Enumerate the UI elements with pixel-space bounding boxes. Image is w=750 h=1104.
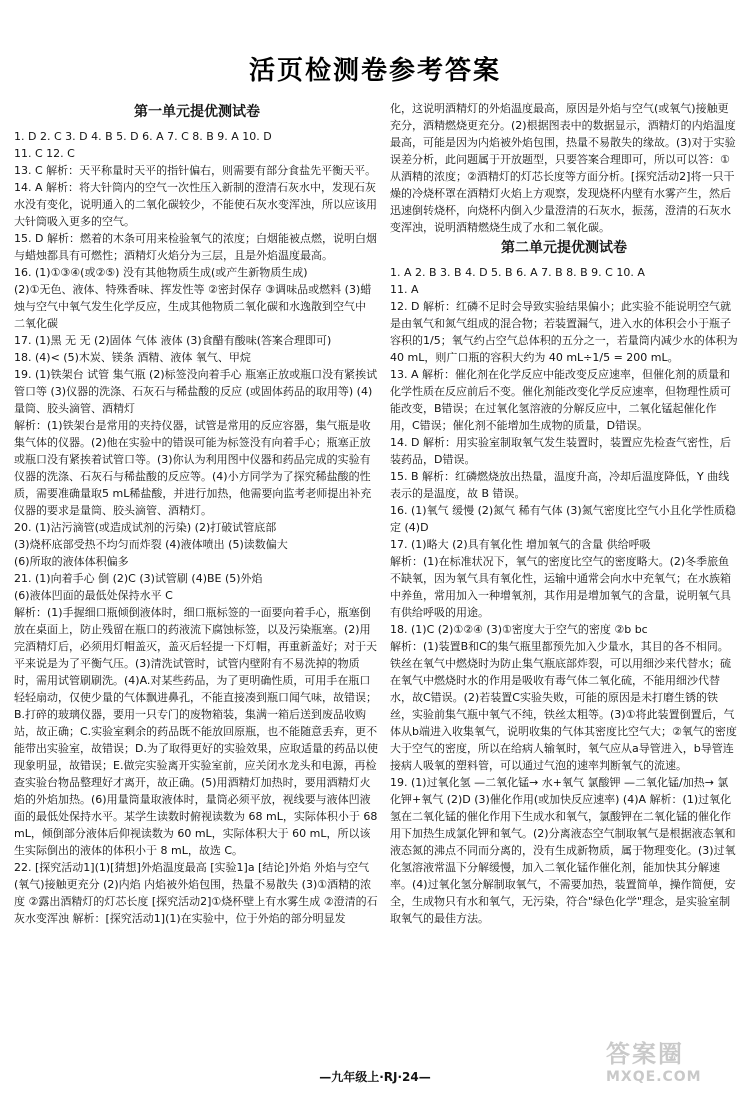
- answer-line: 13. A 解析：催化剂在化学反应中能改变反应速率，但催化剂的质量和化学性质在反应前后不变。催化剂能改变化学反应速率，但物理性质可能改变，B错误；在过氧化氢溶液的分解反应中，二氧化锰起催化作用，C错误；催化剂不能增加生成物的质量，D错误。: [390, 368, 731, 432]
- answer-line: 15. B 解析：红磷燃烧放出热量，温度升高，冷却后温度降低，Y 曲线表示的是温度，故 B 错误。: [390, 470, 730, 500]
- answer-line: 19. (1)过氧化氢 —二氧化锰→ 水+氧气 氯酸钾 —二氧化锰/加热→ 氯化钾+氧气 (2)D (3)催化作用(或加快反应速率) (4)A 解析：(1)过氧化氢在二氧化锰的催化作用下生成水和氧气，氯酸钾在二氧化锰的催化作用下加热生成氯化钾和氧气。(2)分离液态空气制取氧气是根据液态氧和液态氮的沸点不同而分离的，没有生成新物质，属于物理变化。(3)过氧化氢溶液常温下分解缓慢，加入二氧化锰作催化剂，能加快其分解速率。(4)过氧化氢分解制取氧气，不需要加热，装置简单，操作简便，安全，生成物只有水和氧气，无污染，符合"绿色化学"理念，是实验室制取氧气的最佳方法。: [390, 776, 736, 925]
- left-column: [14, 100, 380, 927]
- answer-line: 18. (1)C (2)①②④ (3)①密度大于空气的密度 ②b bc: [390, 623, 648, 636]
- page-title: 活页检测卷参考答案: [248, 56, 501, 86]
- answer-line: 16. (1)①③④(或②⑤) 没有其他物质生成(或产生新物质生成): [14, 266, 308, 279]
- answer-line: 12. D 解析：红磷不足时会导致实验结果偏小；此实验不能说明空气就是由氧气和氮气组成的混合物；若装置漏气，进入水的体积会小于瓶子容积的1/5；氧气约占空气总体积的五分之一，若量筒内减少水的体积为 40 mL，则广口瓶的容积大约为 40 mL÷1/5 = 200 mL。: [390, 300, 738, 364]
- answer-line: 解析：(1)手握细口瓶倾倒液体时，细口瓶标签的一面要向着手心，瓶塞倒放在桌面上，防止残留在瓶口的药液流下腐蚀标签，以及污染瓶塞。(2)用完酒精灯后，必须用灯帽盖灭，盖灭后轻提一下灯帽，再重新盖好；对于天平来说是为了平衡气压。(3)清洗试管时，试管内壁附有不易洗掉的物质时，需用试管刷刷洗。(4)A.对某些药品，为了更明确性质，可用手在瓶口轻轻扇动，仅使少量的气体飘进鼻孔，不能直接凑到瓶口闻气味，故错误；B.打碎的玻璃仪器，要用一只专门的废物箱装，集满一箱后送到废品收购站，故正确；C.实验室剩余的药品既不能放回原瓶，也不能随意丢弃，更不能带出实验室，故错误；D.为了取得更好的实验效果，应取适量的药品以使现象明显，故错误；E.做完实验离开实验室前，应关闭水龙头和电源，再检查实验台物品整理好才离开，故正确。(5)用酒精灯加热时，要用酒精灯火焰的外焰加热。(6)用量筒量取液体时，量筒必须平放，视线要与液体凹液面的最低处保持水平。某学生读数时俯视读数为 68 mL，实际体积小于 68 mL，倾倒部分液体后仰视读数为 60 mL，实际体积大于 60 mL，所以该生实际倒出的液体的体积小于 8 mL，故选 C。: [14, 606, 378, 857]
- answer-line: 22. [探究活动1](1)[猜想]外焰温度最高 [实验1]a [结论]外焰 外焰与空气(氧气)接触更充分 (2)内焰 内焰被外焰包围，热量不易散失 (3)①酒精的浓度 ②露出酒精灯的灯芯长度 [探究活动2]①烧杯壁上有水雾生成 ②澄清的石灰水变浑浊 解析：[探究活动1](1)在实验中，位于外焰的部分明显发: [14, 861, 378, 925]
- answer-line: 14. A 解析：将大针筒内的空气一次性压入新制的澄清石灰水中，发现石灰水没有变化，说明通入的二氧化碳较少，不能使石灰水变浑浊，所以应该用大针筒吸入更多的空气。: [14, 181, 377, 228]
- answer-line: (2)①无色、液体、特殊香味、挥发性等 ②密封保存 ③调味品或燃料 (3)蜡烛与空气中氧气发生化学反应，生成其他物质二氧化碳和水逸散到空气中 二氧化碳: [14, 283, 372, 330]
- answer-line: 21. (1)向着手心 倒 (2)C (3)试管刷 (4)BE (5)外焰: [14, 572, 263, 585]
- answer-line: 14. D 解析：用实验室制取氧气发生装置时，装置应先检查气密性，后装药品，D错误。: [390, 436, 731, 466]
- left-answer-list: [14, 128, 380, 927]
- answer-line: 解析：(1)装置B和C的集气瓶里都预先加入少量水，其目的各不相同。铁丝在氧气中燃烧时为防止集气瓶底部炸裂，可以用细沙来代替水；硫在氧气中燃烧时水的作用是吸收有毒气体二氧化硫，不能用细沙代替水，故C错误。(2)若装置C实验失败，可能的原因是未打磨生锈的铁丝，实验前集气瓶中氧气不纯，铁丝太粗等。(3)①将此装置倒置后，气体从b端进入收集氧气，说明收集的气体其密度比空气大；②氧气的密度大于空气的密度，所以在给病人输氧时，氧气应从a导管进入，b导管连接病人吸氧的塑料管，可以通过气泡的速率判断氧气的流速。: [390, 640, 737, 772]
- section-heading-unit-2: 第二单元提优测试卷: [501, 240, 627, 256]
- answer-line: 1. D 2. C 3. D 4. B 5. D 6. A 7. C 8. B 9. A 10. D: [14, 130, 272, 143]
- right-column: [390, 100, 738, 927]
- answer-line: (6)所取的液体体积偏多: [14, 555, 129, 568]
- answer-line: 15. D 解析：燃着的木条可用来检验氧气的浓度；白烟能被点燃，说明白烟与蜡烛都具有可燃性；酒精灯火焰分为三层，且是外焰温度最高。: [14, 232, 377, 262]
- page-footer: —九年级上·RJ·24—: [319, 1070, 431, 1084]
- answer-line: 19. (1)铁架台 试管 集气瓶 (2)标签没向着手心 瓶塞正放或瓶口没有紧挨试管口等 (3)仪器的洗涤、石灰石与稀盐酸的反应 (或固体药品的取用等) (4)量筒、胶头滴管、酒精灯: [14, 368, 378, 415]
- section-heading-unit-1: 第一单元提优测试卷: [134, 104, 260, 120]
- answer-line: 11. C 12. C: [14, 147, 75, 160]
- answer-line: 17. (1)略大 (2)具有氧化性 增加氧气的含量 供给呼吸: [390, 538, 651, 551]
- answer-line: 18. (4)< (5)木炭、镁条 酒精、液体 氧气、甲烷: [14, 351, 251, 364]
- answer-line: 13. C 解析：天平称量时天平的指针偏右，则需要有部分食盐先平衡天平。: [14, 164, 377, 177]
- right-continued-text: [390, 100, 738, 236]
- answer-line: 解析：(1)在标准状况下，氧气的密度比空气的密度略大。(2)冬季旅鱼不缺氧，因为氧气具有氧化性，运输中通常会向水中充氧气；在水族箱中养鱼，常用加入一种增氧剂，其作用是增加氧气的含量，说明氧气具有供给呼吸的用途。: [390, 555, 731, 619]
- answer-line: 11. A: [390, 283, 419, 296]
- answer-line: 20. (1)沾污滴管(或造成试剂的污染) (2)打破试管底部: [14, 521, 277, 534]
- right-answer-list: [390, 264, 738, 927]
- answer-line: 17. (1)黑 无 无 (2)固体 气体 液体 (3)食醋有酸味(答案合理即可): [14, 334, 332, 347]
- watermark-logo: 答案圈 MXQE.COM: [606, 1040, 702, 1085]
- answer-line: 化，这说明酒精灯的外焰温度最高，原因是外焰与空气(或氧气)接触更充分，酒精燃烧更充分。(2)根据图表中的数据显示，酒精灯的内焰温度最高，可能是因为内焰被外焰包围，热量不易散失的缘故。(3)对于实验误差分析，此问题属于开放题型，只要答案合理即可，所以可以答：①从酒精的浓度；②酒精灯的灯芯长度等方面分析。[探究活动2]将一只干燥的冷烧杯罩在酒精灯火焰上方观察，发现烧杯内壁有水雾产生，然后迅速倒转烧杯，向烧杯内倒入少量澄清的石灰水，振荡，澄清的石灰水变浑浊，说明酒精燃烧生成了水和二氧化碳。: [390, 102, 736, 234]
- answer-line: (3)烧杯底部受热不均匀而炸裂 (4)液体喷出 (5)读数偏大: [14, 538, 288, 551]
- answer-line: 解析：(1)铁架台是常用的夹持仪器，试管是常用的反应容器，集气瓶是收集气体的仪器。(2)他在实验中的错误可能为标签没有向着手心；瓶塞正放或瓶口没有紧挨着试管口等。(3)你认为利用图中仪器和药品完成的实验有仪器的洗涤、石灰石与稀盐酸的反应等。(4)小方同学为了探究稀盐酸的性质，需要准确量取5 mL稀盐酸，并进行加热，他需要向监考老师提出补充仪器的要求是量筒、胶头滴管、酒精灯。: [14, 419, 372, 517]
- answer-line: 1. A 2. B 3. B 4. D 5. B 6. A 7. B 8. B 9. C 10. A: [390, 266, 645, 279]
- answer-line: 16. (1)氧气 缓慢 (2)氮气 稀有气体 (3)氮气密度比空气小且化学性质稳定 (4)D: [390, 504, 736, 534]
- answer-line: (6)液体凹面的最低处保持水平 C: [14, 589, 173, 602]
